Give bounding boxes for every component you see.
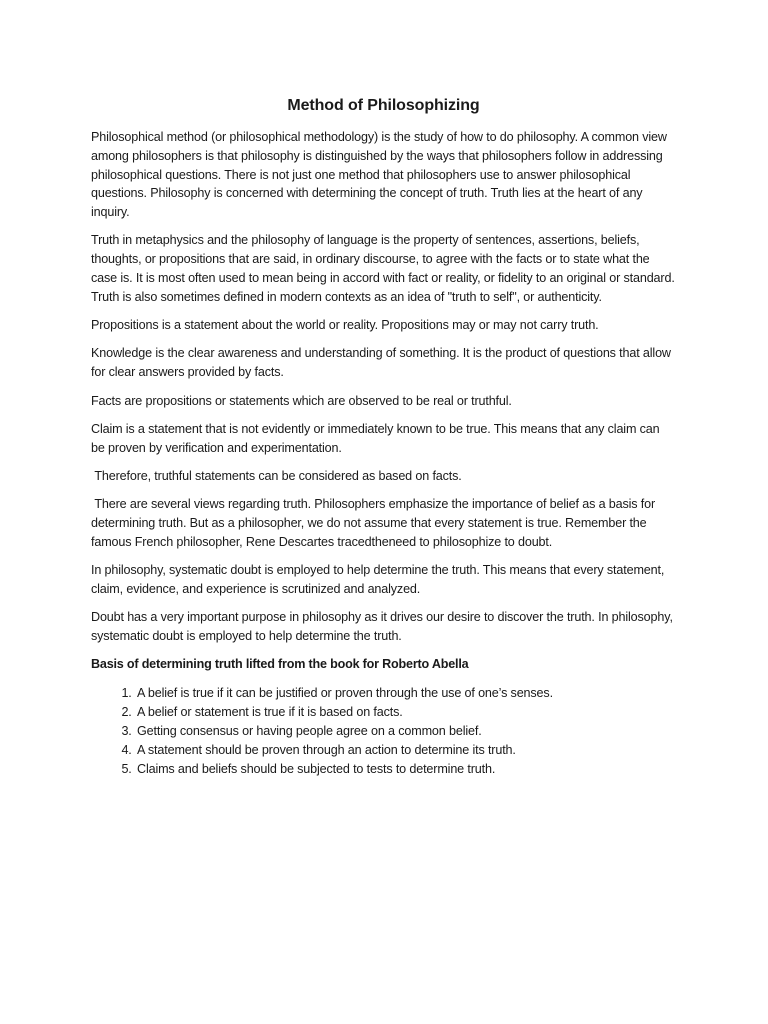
paragraph-philosophical-method: Philosophical method (or philosophical methodology) is the study of how to do philosophy. A common view among philosophers is that philosophy is distinguished by the ways that philosophers follow in addressing philosophical questions. There is not just one method that philosophers use to answer philosophical questions. Philosophy is concerned with determining the concept of truth. Truth lies at the heart of any inquiry. <box>91 130 667 220</box>
paragraph-knowledge: Knowledge is the clear awareness and understanding of something. It is the product of questions that allow for clear answers provided by facts. <box>91 346 671 380</box>
list-item: 4. A statement should be proven through an action to determine its truth. <box>135 741 676 760</box>
paragraph-systematic-doubt: In philosophy, systematic doubt is employed to help determine the truth. This means that every statement, claim, evidence, and experience is scrutinized and analyzed. <box>91 563 665 596</box>
list-item: 2. A belief or statement is true if it is based on facts. <box>135 703 676 722</box>
document-title: Method of Philosophizing <box>287 97 480 114</box>
list-heading: Basis of determining truth lifted from the book for Roberto Abella <box>91 657 469 672</box>
paragraph-views-on-truth: There are several views regarding truth. Philosophers emphasize the importance of belief as a basis for determining truth. But as a philosopher, we do not assume that every statement is true. Remember the famous French philosopher, Rene Descartes tracedtheneed to philosophize to doubt. <box>91 497 659 549</box>
paragraph-purpose-of-doubt: Doubt has a very important purpose in philosophy as it drives our desire to discover the truth. In philosophy, systematic doubt is employed to help determine the truth. <box>91 610 673 644</box>
list-item: 5. Claims and beliefs should be subjected to tests to determine truth. <box>135 760 676 779</box>
list-item: 1. A belief is true if it can be justified or proven through the use of one’s senses. <box>135 684 676 703</box>
list-item: 3. Getting consensus or having people agree on a common belief. <box>135 722 676 741</box>
paragraph-therefore: Therefore, truthful statements can be considered as based on facts. <box>91 468 462 483</box>
paragraph-propositions: Propositions is a statement about the world or reality. Propositions may or may not carry truth. <box>91 318 599 333</box>
truth-criteria-list <box>91 684 676 779</box>
paragraph-claim: Claim is a statement that is not evidently or immediately known to be true. This means that any claim can be proven by verification and experimentation. <box>91 421 660 455</box>
paragraph-facts: Facts are propositions or statements which are observed to be real or truthful. <box>91 393 512 408</box>
paragraph-truth-definition: Truth in metaphysics and the philosophy of language is the property of sentences, assertions, beliefs, thoughts, or propositions that are said, in ordinary discourse, to agree with the facts or to state what the case is. It is most often used to mean being in accord with fact or reality, or fidelity to an original or standard. Truth is also sometimes defined in modern contexts as an idea of "truth to self", or authenticity. <box>91 233 675 304</box>
